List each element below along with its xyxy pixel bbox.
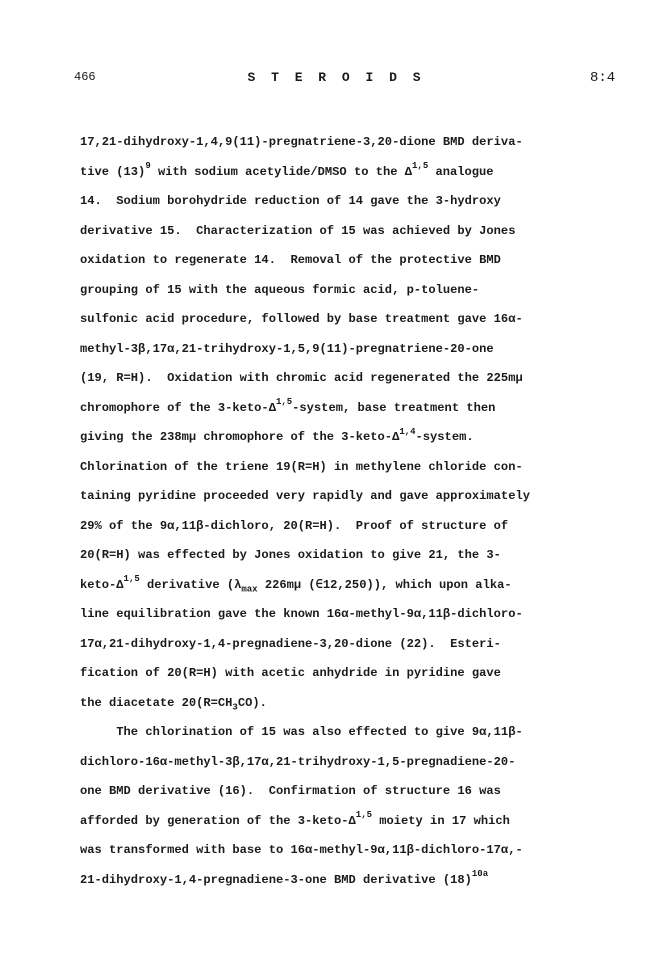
text-line: 29% of the 9α,11β-dichloro, 20(R=H). Proof of structure of [80, 518, 509, 533]
text-line: derivative 15. Characterization of 15 was achieved by Jones [80, 223, 516, 238]
text-line [80, 866, 640, 896]
text-line: grouping of 15 with the aqueous formic acid, p-toluene- [80, 282, 480, 297]
text-run: CO). [237, 695, 267, 710]
text-line: dichloro-16α-methyl-3β,17α,21-trihydroxy-1,5-pregnadiene-20- [80, 754, 516, 769]
text-run: the diacetate 20(R=CH [80, 695, 233, 710]
text-run: 226mμ (∈12,250)), which upon alka- [257, 577, 512, 592]
text-line: sulfonic acid procedure, followed by base treatment gave 16α- [80, 312, 523, 326]
superscript: 1,5 [123, 574, 140, 585]
page-number: 466 [74, 70, 96, 84]
text-run: analogue [428, 164, 494, 179]
text-run: moiety in 17 which [372, 813, 510, 828]
text-line: methyl-3β,17α,21-trihydroxy-1,5,9(11)-pregnatriene-20-one [80, 341, 494, 356]
text-run: -system. [415, 430, 474, 444]
text-line [80, 158, 640, 188]
text-line: 17,21-dihydroxy-1,4,9(11)-pregnatriene-3,20-dione BMD deriva- [80, 135, 523, 149]
text-line: (19, R=H). Oxidation with chromic acid regenerated the 225mμ [80, 371, 523, 385]
text-line: taining pyridine proceeded very rapidly and gave approximately [80, 489, 530, 503]
text-run: chromophore of the 3-keto-Δ [80, 400, 276, 415]
text-line [80, 394, 640, 424]
text-line: 14. Sodium borohydride reduction of 14 gave the 3-hydroxy [80, 194, 501, 208]
superscript: 1,5 [355, 810, 372, 821]
text-run: keto-Δ [80, 577, 124, 592]
text-line: 17α,21-dihydroxy-1,4-pregnadiene-3,20-dione (22). Esteri- [80, 636, 501, 651]
text-run: tive (13) [80, 164, 146, 179]
subscript: 3 [232, 701, 238, 712]
superscript: 1,5 [412, 161, 429, 172]
text-run: derivative (λ [139, 577, 242, 592]
text-line [80, 423, 640, 453]
text-line [80, 571, 640, 601]
footnote-ref: 9 [145, 161, 151, 172]
body-text [80, 128, 640, 895]
journal-title: S T E R O I D S [247, 70, 425, 85]
issue-number: 8:4 [590, 70, 616, 86]
text-line: oxidation to regenerate 14. Removal of the protective BMD [80, 253, 501, 267]
superscript: 1,4 [399, 426, 416, 437]
footnote-ref: 10a [471, 869, 489, 880]
text-run: giving the 238mμ chromophore of the 3-keto-Δ [80, 430, 400, 444]
text-line: fication of 20(R=H) with acetic anhydride in pyridine gave [80, 666, 501, 680]
text-run: with sodium acetylide/DMSO to the Δ [150, 164, 413, 179]
text-line [80, 689, 640, 719]
text-line [80, 807, 640, 837]
text-line: was transformed with base to 16α-methyl-9α,11β-dichloro-17α,- [80, 843, 523, 857]
superscript: 1,5 [275, 397, 293, 408]
text-run: -system, base treatment then [292, 400, 496, 415]
text-line: Chlorination of the triene 19(R=H) in methylene chloride con- [80, 459, 523, 474]
text-line: line equilibration gave the known 16α-methyl-9α,11β-dichloro- [80, 607, 523, 621]
text-line: one BMD derivative (16). Confirmation of structure 16 was [80, 784, 501, 798]
subscript: max [241, 583, 258, 594]
text-line: 20(R=H) was effected by Jones oxidation to give 21, the 3- [80, 548, 501, 562]
text-run: afforded by generation of the 3-keto-Δ [80, 813, 356, 828]
text-line: The chlorination of 15 was also effected to give 9α,11β- [80, 725, 523, 739]
text-run: 21-dihydroxy-1,4-pregnadiene-3-one BMD derivative (18) [80, 872, 472, 887]
